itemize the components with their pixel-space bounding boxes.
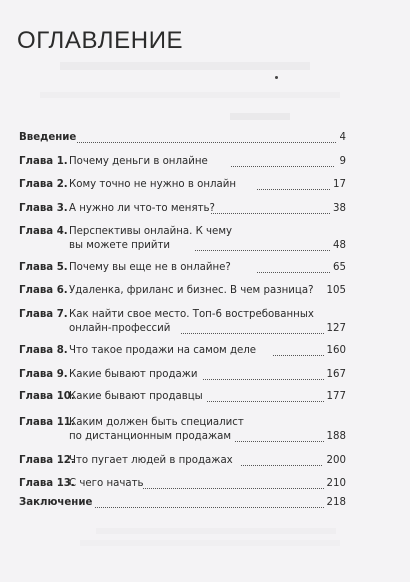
toc-label: Глава 5.	[19, 262, 68, 273]
dot-leader	[203, 379, 324, 380]
toc-entry-chapter-12[interactable]	[19, 454, 346, 468]
toc-entry-chapter-7[interactable]	[19, 308, 346, 336]
dot-leader	[95, 507, 324, 508]
toc-entry-chapter-2[interactable]	[19, 178, 346, 192]
dot-leader	[211, 213, 330, 214]
toc-page-number: 160	[326, 345, 346, 356]
toc-entry-chapter-10[interactable]	[19, 390, 346, 404]
toc-label: Глава 7.	[19, 309, 68, 320]
toc-page-number: 9	[339, 156, 346, 167]
dot-leader	[257, 272, 330, 273]
toc-entry-chapter-5[interactable]	[19, 261, 346, 275]
toc-title: А нужно ли что-то менять?	[69, 203, 215, 214]
toc-entry-chapter-4[interactable]	[19, 225, 346, 253]
bleed-through-text	[80, 540, 340, 546]
toc-label: Глава 4.	[19, 226, 68, 237]
toc-page-number: 38	[333, 203, 346, 214]
toc-title: Кому точно не нужно в онлайн	[69, 179, 237, 190]
toc-page-number: 210	[326, 478, 346, 489]
toc-page-number: 105	[326, 285, 346, 296]
bleed-through-text	[60, 62, 310, 70]
toc-entry-introduction[interactable]	[19, 131, 346, 145]
dot-leader	[195, 250, 330, 251]
dot-leader	[231, 166, 334, 167]
dot-leader	[273, 355, 324, 356]
toc-label: Глава 10.	[19, 391, 75, 402]
toc-title: Какие бывают продавцы	[69, 391, 203, 402]
toc-title: Почему вы еще не в онлайне?	[69, 262, 231, 273]
toc-title: Какие бывают продажи	[69, 369, 198, 380]
toc-label: Глава 1.	[19, 156, 68, 167]
toc-page-number: 48	[333, 240, 346, 251]
toc-title: Каким должен быть специалист по дистанционным продажам	[69, 417, 244, 442]
toc-page-number: 200	[326, 455, 346, 466]
speck	[275, 76, 278, 79]
toc-label: Глава 12.	[19, 455, 75, 466]
toc-label: Глава 11.	[19, 417, 75, 428]
toc-page-number: 218	[326, 497, 346, 508]
dot-leader	[235, 441, 324, 442]
toc-entry-chapter-6[interactable]	[19, 284, 346, 298]
toc-label: Заключение	[19, 497, 93, 508]
dot-leader	[181, 333, 324, 334]
bleed-through-text	[40, 92, 340, 98]
toc-label: Глава 6.	[19, 285, 68, 296]
toc-title: С чего начать	[69, 478, 144, 489]
toc-entry-chapter-9[interactable]	[19, 368, 346, 382]
toc-page-number: 177	[326, 391, 346, 402]
toc-page-number: 127	[326, 323, 346, 334]
toc-entry-chapter-1[interactable]	[19, 155, 346, 169]
toc-title: Перспективы онлайна. К чему вы можете прийти	[69, 226, 233, 251]
toc-entry-chapter-13[interactable]	[19, 477, 346, 491]
toc-page-number: 4	[339, 132, 346, 143]
toc-title: Что пугает людей в продажах	[69, 455, 233, 466]
dot-leader	[257, 189, 330, 190]
page-title: ОГЛАВЛЕНИЕ	[17, 27, 184, 54]
toc-entry-chapter-3[interactable]	[19, 202, 346, 216]
toc-title: Удаленка, фриланс и бизнес. В чем разница?	[69, 285, 314, 296]
toc-title: Как найти свое место. Топ-6 востребованных онлайн-профессий	[69, 309, 314, 334]
bleed-through-text	[230, 113, 290, 120]
bleed-through-text	[96, 528, 336, 534]
toc-entry-chapter-8[interactable]	[19, 344, 346, 358]
toc-page-number: 65	[333, 262, 346, 273]
toc-label: Глава 9.	[19, 369, 68, 380]
toc-label: Глава 8.	[19, 345, 68, 356]
dot-leader	[241, 465, 322, 466]
toc-label: Глава 3.	[19, 203, 68, 214]
toc-title: Почему деньги в онлайне	[69, 156, 208, 167]
toc-label: Введение	[19, 132, 77, 143]
toc-entry-chapter-11[interactable]	[19, 416, 346, 444]
toc-page-number: 188	[326, 431, 346, 442]
toc-title: Что такое продажи на самом деле	[69, 345, 257, 356]
toc-label: Глава 13.	[19, 478, 75, 489]
toc-page-number: 17	[333, 179, 346, 190]
dot-leader	[207, 401, 324, 402]
toc-label: Глава 2.	[19, 179, 68, 190]
toc-page-number: 167	[326, 369, 346, 380]
toc-entry-conclusion[interactable]	[19, 496, 346, 510]
dot-leader	[143, 488, 324, 489]
dot-leader	[77, 142, 336, 143]
